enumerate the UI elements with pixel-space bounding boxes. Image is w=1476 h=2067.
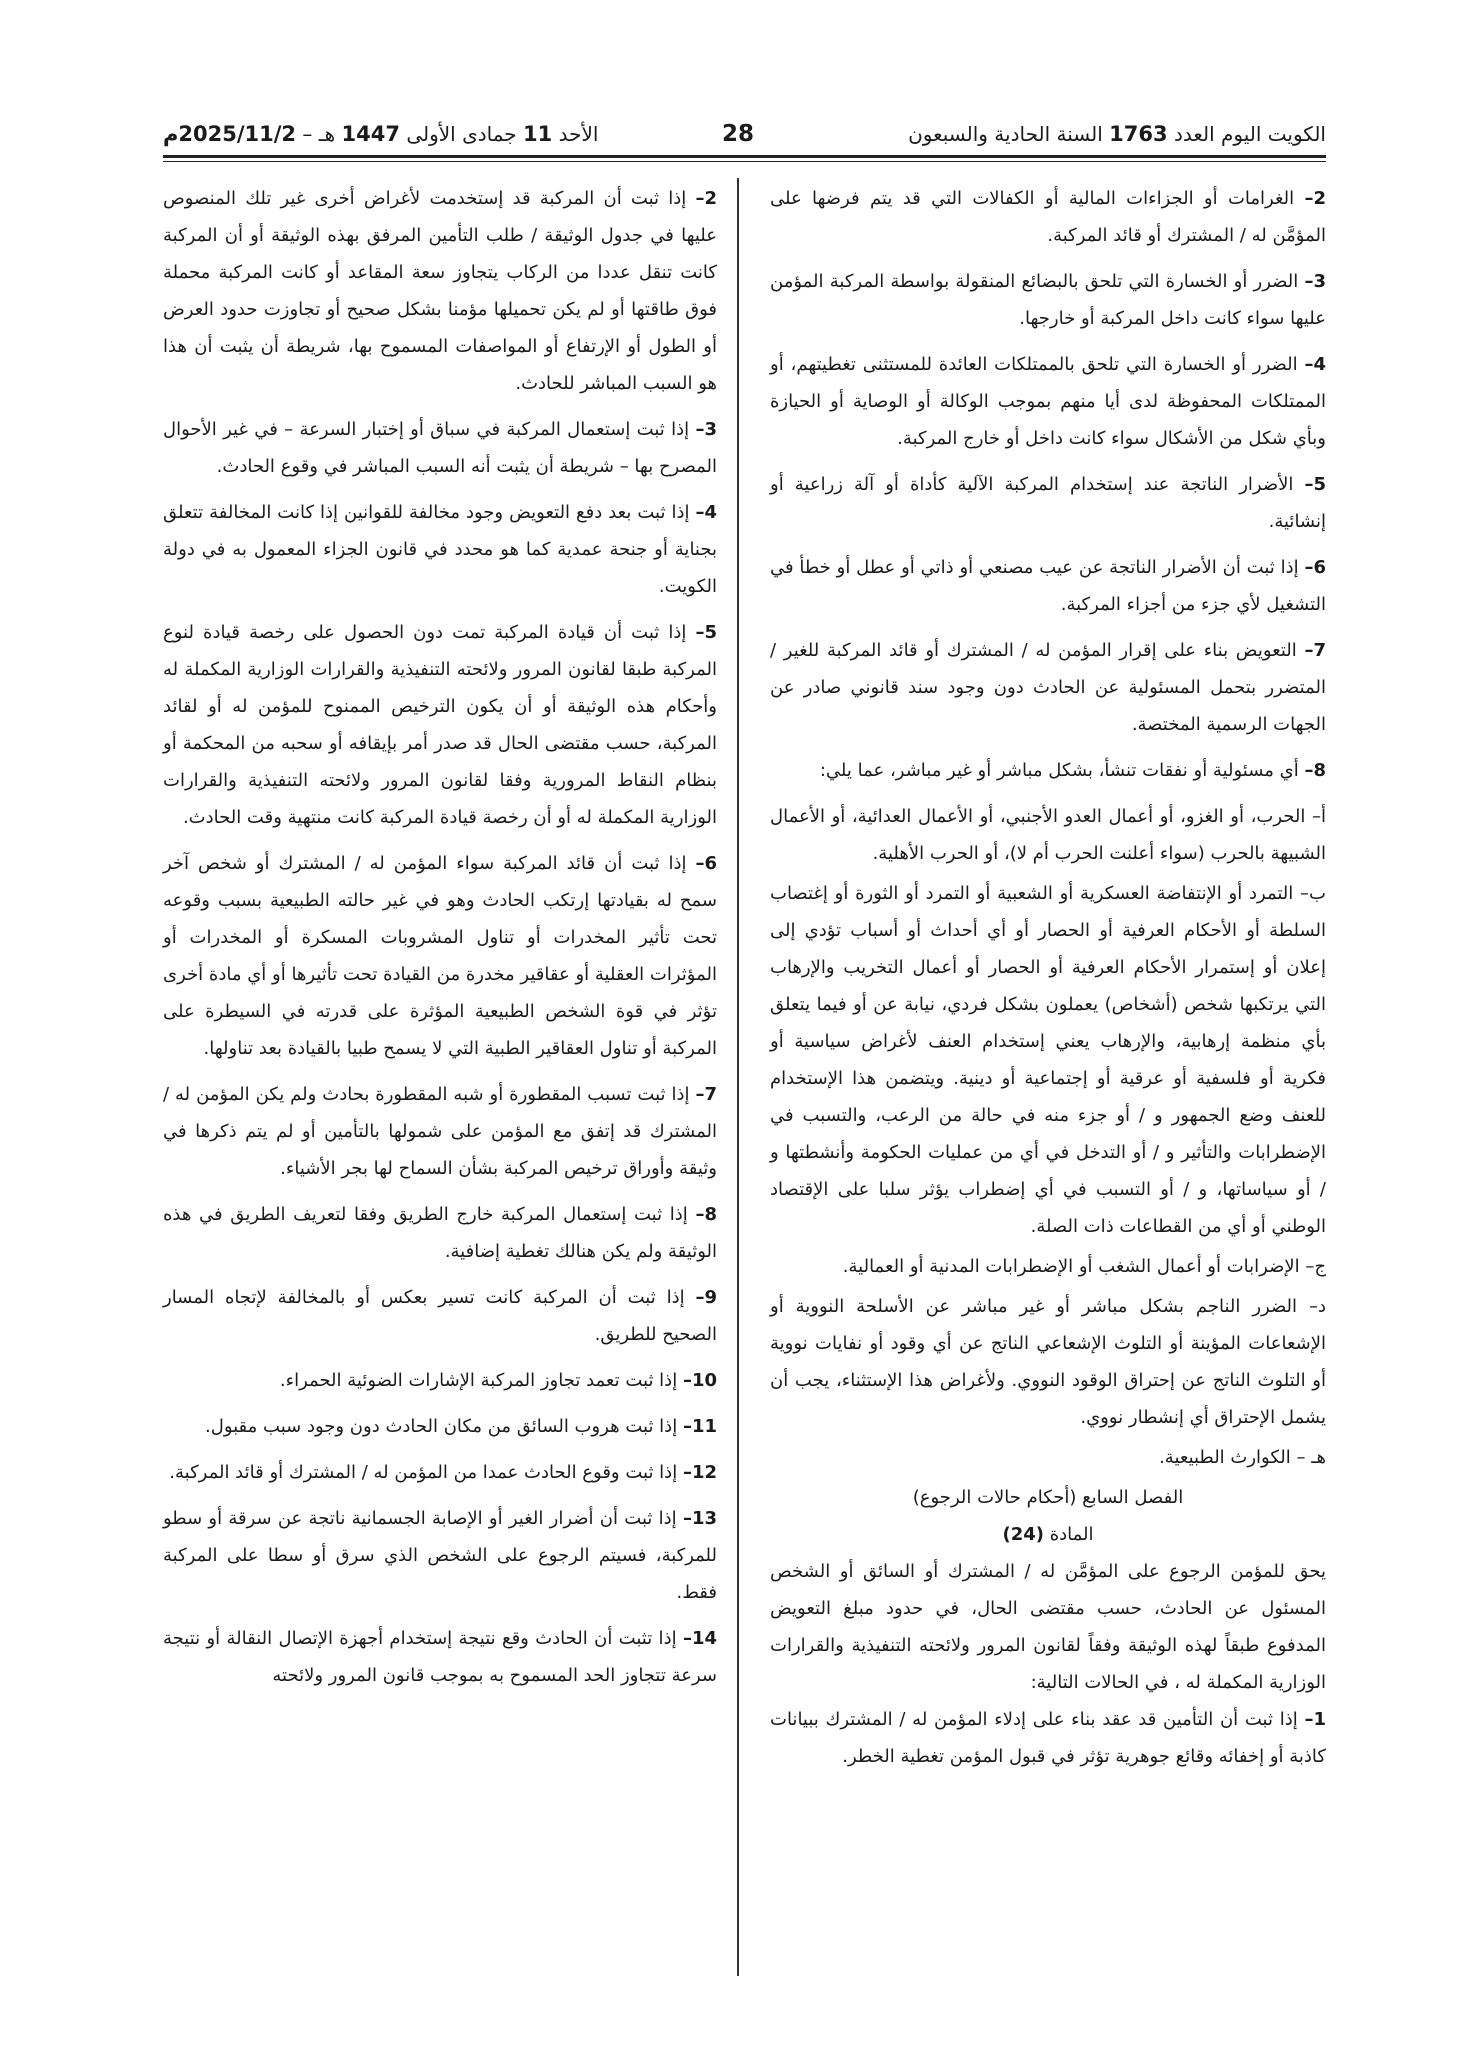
clause-text: إذا ثبت أن قيادة المركبة تمت دون الحصول على رخصة قيادة لنوع المركبة طبقا لقانون المرور ولائحته التنفيذية والقرارات الوزارية المكملة له وأحكام هذه الوثيقة أو أن يكون الترخيص الممنوح للمؤمن له أو لقائد المركبة، حسب مقتضى الحال قد صدر أمر بإيقافه أو سحبه من المحكمة أو بنظام النقاط المرورية وفقا لقانون المرور ولائحته التنفيذية والقرارات الوزارية المكملة له أو أن رخصة قيادة المركبة كانت منتهية وقت الحادث. (163, 622, 717, 828)
clause-number: 3– (695, 419, 717, 440)
clause-text: إذا ثبت تعمد تجاوز المركبة الإشارات الضوئية الحمراء. (279, 1370, 678, 1391)
clause-text: الكوارث الطبيعية. (1159, 1447, 1291, 1468)
clause (163, 180, 717, 402)
clause-text: التمرد أو الإنتفاضة العسكرية أو الشعبية أو التمرد أو الثورة أو إغتصاب السلطة أو الأحكام العرفية أو الحصار أو أي أحداث أو أسباب تؤدي إلى إعلان أو إستمرار الأحكام العرفية أو الحصار أو أعمال التخريب والإرهاب التي يرتكبها شخص (أشخاص) يعملون بشكل فردي، نيابة عن أو فيما يتعلق بأي منظمة إرهابية، والإرهاب يعني إستخدام العنف لأغراض سياسية أو فكرية أو فلسفية أو عرقية أو إجتماعية أو دينية. ويتضمن هذا الإستخدام للعنف وضع الجمهور و / أو جزء منه في حالة من الرعب، والتسبب في الإضطرابات والتأثير و / أو التدخل في أي من عمليات الحكومة وأنشطتها و / أو سياساتها، و / أو التسبب في أي إضطراب يؤثر سلبا على الإقتصاد الوطني أو أي من القطاعات ذات الصلة. (770, 883, 1326, 1237)
clause-number: 3– (1304, 271, 1326, 292)
chapter-heading: الفصل السابع (أحكام حالات الرجوع) (912, 1487, 1184, 1508)
right-column (770, 180, 1326, 1784)
hijri-marker: هـ – (302, 122, 336, 146)
clause-number: 13– (682, 1508, 717, 1529)
hijri-day: 11 (523, 122, 553, 146)
clause (770, 1701, 1326, 1775)
clause (163, 1362, 717, 1399)
clause (770, 632, 1326, 743)
clause-number: 9– (695, 1287, 717, 1308)
publication-name: الكويت اليوم (1221, 122, 1326, 146)
article-intro: يحق للمؤمن الرجوع على المؤمَّن له / المشترك أو السائق أو الشخص المسئول عن الحادث، حسب مقتضى الحال، في حدود مبلغ التعويض المدفوع طبقاً لهذه الوثيقة وفقاً لقانون المرور ولائحته التنفيذية والقرارات الوزارية المكملة له ، في الحالات التالية: (770, 1561, 1326, 1693)
sub-clause (770, 1439, 1326, 1476)
clause-text: إذا ثبت أن أضرار الغير أو الإصابة الجسمانية ناتجة عن سرقة أو سطو للمركبة، فسيتم الرجوع على الشخص الذي سرق أو سطا على المركبة فقط. (163, 1508, 717, 1603)
volume-year: السنة الحادية والسبعون (908, 122, 1103, 146)
exclusion-subitems-list (770, 798, 1326, 1476)
clause-text: الغرامات أو الجزاءات المالية أو الكفالات التي قد يتم فرضها على المؤمَّن له / المشترك أو قائد المركبة. (770, 188, 1326, 246)
clause-number: 2– (1304, 188, 1326, 209)
sub-clause (770, 1248, 1326, 1285)
clause (163, 411, 717, 485)
issue-number: 1763 (1109, 122, 1168, 146)
hijri-month: جمادى الأولى (406, 122, 517, 146)
issue-date (163, 116, 598, 152)
clause (163, 1196, 717, 1270)
hijri-year: 1447 (341, 122, 400, 146)
clause-number: 12– (682, 1462, 717, 1483)
clause-number: 6– (695, 853, 717, 874)
clause-number: 14– (682, 1628, 718, 1649)
clause-text: إذا ثبت أن المركبة كانت تسير بعكس أو بالمخالفة لإتجاه المسار الصحيح للطريق. (163, 1287, 717, 1345)
clause (163, 1408, 717, 1445)
left-column (163, 180, 717, 1703)
clause-number: 5– (695, 622, 717, 643)
clause (163, 494, 717, 605)
weekday: الأحد (558, 122, 599, 146)
clause-text: إذا ثبت أن الأضرار الناتجة عن عيب مصنعي أو ذاتي أو عطل أو خطأ في التشغيل لأي جزء من أجزاء المركبة. (770, 557, 1326, 615)
article-number: (24) (1002, 1524, 1044, 1545)
clause-number: 10– (682, 1370, 717, 1391)
clause-text: إذا ثبت تسبب المقطورة أو شبه المقطورة بحادث ولم يكن المؤمن له / المشترك قد إتفق مع المؤمن على شمولها بالتأمين أو لم يتم ذكرها في وثيقة وأوراق ترخيص المركبة بشأن السماح لها بجر الأشياء. (163, 1084, 717, 1179)
clause (770, 466, 1326, 540)
clause-number: 8– (695, 1204, 717, 1225)
clause-number: 4– (695, 502, 717, 523)
clause (163, 1279, 717, 1353)
header-rule-thin (163, 161, 1326, 162)
article-label: المادة (1049, 1524, 1094, 1545)
clause (770, 549, 1326, 623)
clause (163, 614, 717, 836)
clause-number: 4– (1304, 354, 1326, 375)
recourse-cases-list (770, 1701, 1326, 1775)
page-header (163, 116, 1326, 152)
clause-text: إذا ثبت أن التأمين قد عقد بناء على إدلاء المؤمن له / المشترك ببيانات كاذبة أو إخفائه وقائع جوهرية تؤثر في قبول المؤمن تغطية الخطر. (770, 1709, 1326, 1767)
clause-number: 1– (1304, 1709, 1326, 1730)
issue-label: العدد (1173, 122, 1215, 146)
clause-text: إذا ثبت أن المركبة قد إستخدمت لأغراض أخرى غير تلك المنصوص عليها في جدول الوثيقة / طلب التأمين المرفق بهذه الوثيقة أو أن المركبة كانت تنقل عددا من الركاب يتجاوز سعة المقاعد أو كانت المركبة محملة فوق طاقتها أو لم يكن تحميلها مؤمنا بشكل صحيح أو تجاوزت حدود العرض أو الطول أو الإرتفاع أو المواصفات المسموح بها، شريطة أن يثبت أن هذا هو السبب المباشر للحادث. (163, 188, 717, 394)
clause (163, 845, 717, 1067)
clause (770, 263, 1326, 337)
article-heading (770, 1516, 1326, 1553)
clause-text: إذا ثبت وقوع الحادث عمدا من المؤمن له / المشترك أو قائد المركبة. (169, 1462, 678, 1483)
clause-text: الضرر الناجم بشكل مباشر أو غير مباشر عن الأسلحة النووية أو الإشعاعات المؤينة أو التلوث الإشعاعي الناتج عن أي وقود أو نفايات نووية أو التلوث الناتج عن إحتراق الوقود النووي. ولأغراض هذا الإستثناء، يجب أن يشمل الإحتراق أي إنشطار نووي. (770, 1296, 1326, 1428)
clause-number: 6– (1304, 557, 1326, 578)
clause-number: 7– (695, 1084, 717, 1105)
clause (163, 1454, 717, 1491)
clause-text: إذا ثبت بعد دفع التعويض وجود مخالفة للقوانين إذا كانت المخالفة تتعلق بجناية أو جنحة عمدية كما هو محدد في قانون الجزاء المعمول به في دولة الكويت. (163, 502, 717, 597)
clause (163, 1500, 717, 1611)
clause (163, 1076, 717, 1187)
clause (770, 180, 1326, 254)
clause-text: إذا تثبت أن الحادث وقع نتيجة إستخدام أجهزة الإتصال النقالة أو نتيجة سرعة تتجاوز الحد المسموح به بموجب قانون المرور ولائحته (163, 1628, 717, 1686)
sub-clause (770, 1288, 1326, 1436)
clause-text: الإضرابات أو أعمال الشغب أو الإضطرابات المدنية أو العمالية. (842, 1256, 1300, 1277)
clause-text: إذا ثبت إستعمال المركبة خارج الطريق وفقا لتعريف الطريق في هذه الوثيقة ولم يكن هنالك تغطية إضافية. (163, 1204, 717, 1262)
clause-number: 7– (1304, 640, 1326, 661)
clause-number: 2– (695, 188, 717, 209)
sub-clause (770, 798, 1326, 872)
sub-clause-letter: أ– (1311, 806, 1326, 827)
clause-text: إذا ثبت أن قائد المركبة سواء المؤمن له / المشترك أو شخص آخر سمح له بقيادتها إرتكب الحادث وهو في غير حالته الطبيعية بسبب وقوعه تحت تأثير المخدرات أو تناول المشروبات المسكرة أو المخدرات أو المؤثرات العقلية أو عقاقير مخدرة من القيادة تحت تأثيرها أو أي مادة أخرى تؤثر في قوة الشخص الطبيعية المؤثرة على قدرته في السيطرة على المركبة أو تناول العقاقير الطبية التي لا يسمح طبيا بالقيادة بعد تناولها. (163, 853, 717, 1059)
gregorian-date: 2025/11/2م (163, 122, 297, 146)
sub-clause-letter: د– (1308, 1296, 1326, 1317)
recourse-cases-list-continued (163, 180, 717, 1694)
column-divider (737, 178, 739, 1976)
issue-info (908, 116, 1326, 152)
clause-text: التعويض بناء على إقرار المؤمن له / المشترك أو قائد المركبة للغير /المتضرر بتحمل المسئولية عن الحادث دون وجود سند قانوني صادر عن الجهات الرسمية المختصة. (770, 640, 1326, 735)
clause (770, 752, 1326, 789)
clause-text: إذا ثبت هروب السائق من مكان الحادث دون وجود سبب مقبول. (205, 1416, 678, 1437)
clause-number: 8– (1304, 760, 1326, 781)
exclusions-list (770, 180, 1326, 789)
clause (770, 346, 1326, 457)
page-number: 28 (721, 121, 754, 147)
header-rule-thick (163, 155, 1326, 158)
sub-clause (770, 875, 1326, 1245)
clause-number: 11– (682, 1416, 717, 1437)
clause-text: الحرب، أو الغزو، أو أعمال العدو الأجنبي، أو الأعمال العدائية، أو الأعمال الشبيهة بالحرب (سواء أعلنت الحرب أم لا)، أو الحرب الأهلية. (770, 806, 1326, 864)
sub-clause-letter: ج– (1305, 1256, 1326, 1277)
clause-text: الضرر أو الخسارة التي تلحق بالبضائع المنقولة بواسطة المركبة المؤمن عليها سواء كانت داخل المركبة أو خارجها. (770, 271, 1326, 329)
clause (163, 1620, 717, 1694)
sub-clause-letter: هـ – (1296, 1447, 1326, 1468)
clause-number: 5– (1304, 474, 1326, 495)
clause-text: الأضرار الناتجة عند إستخدام المركبة الآلية كأداة أو آلة زراعية أو إنشائية. (770, 474, 1326, 532)
clause-text: إذا ثبت إستعمال المركبة في سباق أو إختبار السرعة – في غير الأحوال المصرح بها – شريطة أن يثبت أنه السبب المباشر في وقوع الحادث. (163, 419, 717, 477)
clause-text: الضرر أو الخسارة التي تلحق بالممتلكات العائدة للمستثنى تغطيتهم، أو الممتلكات المحفوظة لدى أيا منهم بموجب الوكالة أو الوصاية أو الحيازة وبأي شكل من الأشكال سواء كانت داخل أو خارج المركبة. (770, 354, 1326, 449)
sub-clause-letter: ب– (1300, 883, 1326, 904)
clause-text: أي مسئولية أو نفقات تنشأ، بشكل مباشر أو غير مباشر، عما يلي: (819, 760, 1299, 781)
